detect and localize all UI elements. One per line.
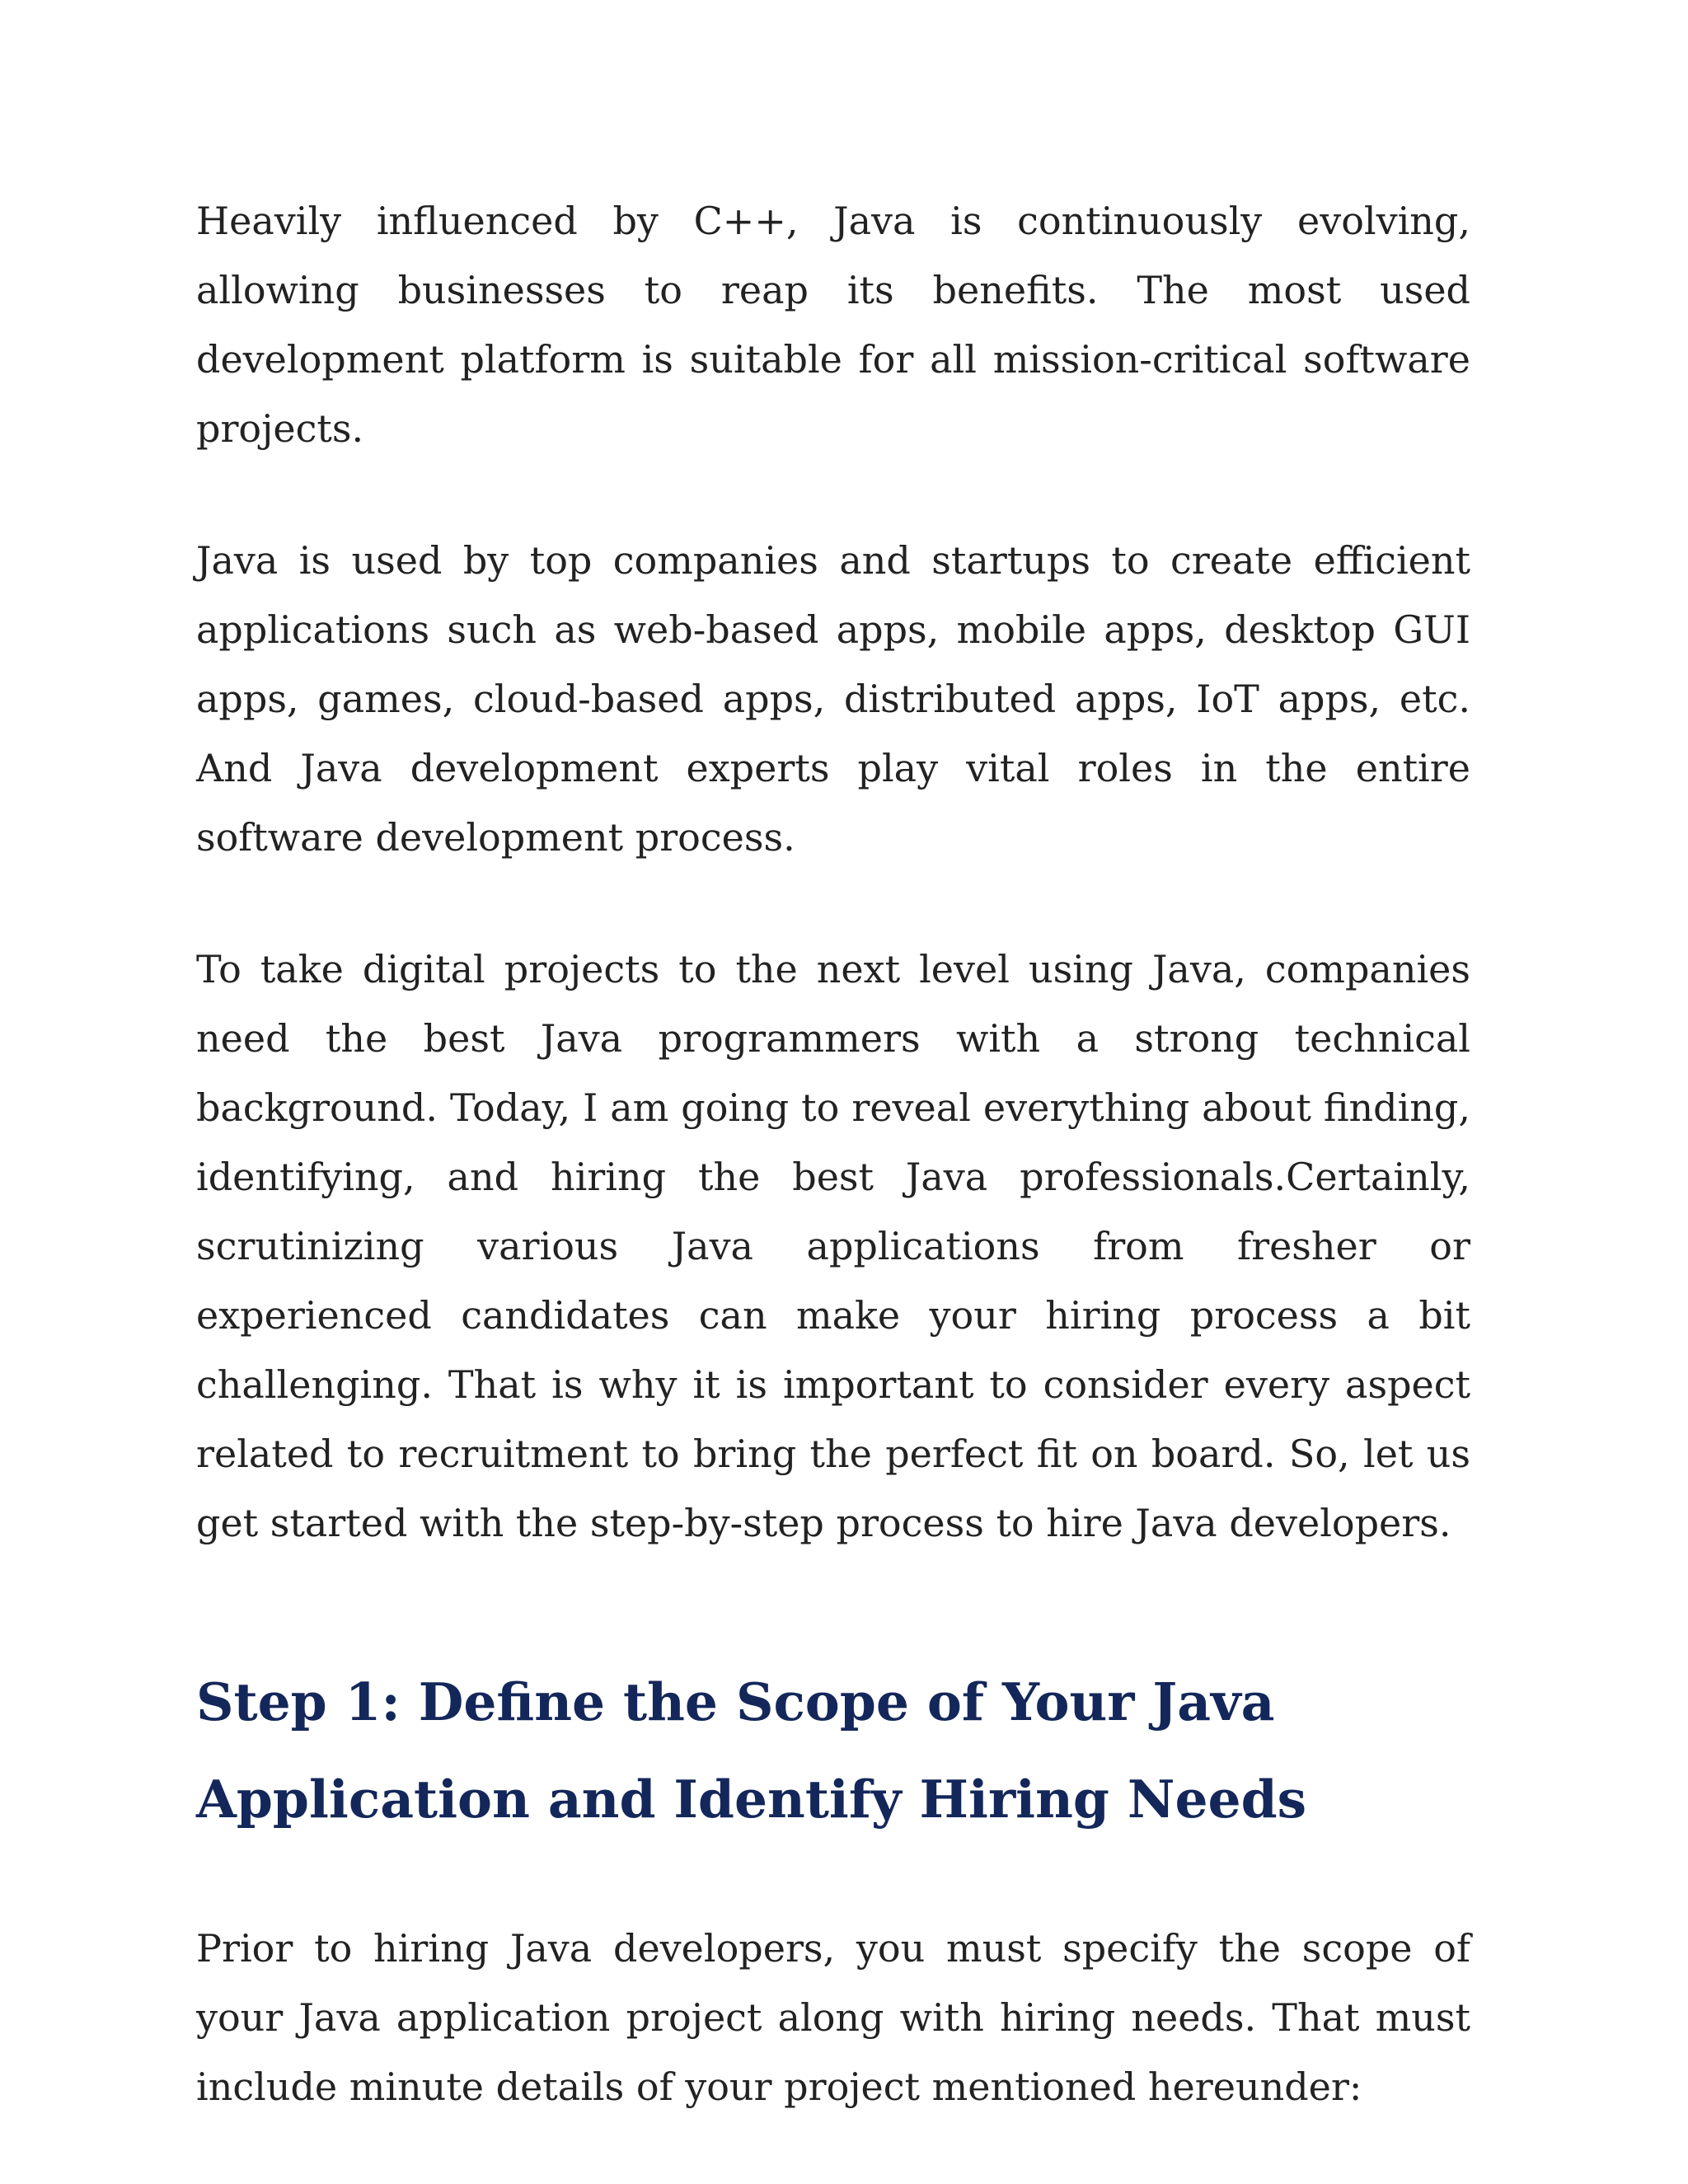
document-page bbox=[196, 186, 1470, 2121]
intro-paragraph: Heavily influenced by C++, Java is continuously evolving, allowing businesses to reap its benefits. The most used development platform is suitable for all mission-critical software projects. bbox=[196, 199, 1470, 451]
step1-heading: Step 1: Define the Scope of Your Java Application and Identify Hiring Needs bbox=[196, 1671, 1307, 1830]
step1-paragraph: Prior to hiring Java developers, you must specify the scope of your Java application project along with hiring needs. That must include minute details of your project mentioned hereunder: bbox=[196, 1926, 1470, 2109]
hiring-paragraph: To take digital projects to the next level using Java, companies need the best Java programmers with a strong technical background. Today, I am going to reveal everything about finding, identifying, and hiring the best Java professionals.Certainly, scrutinizing various Java applications from fresher or experienced candidates can make your hiring process a bit challenging. That is why it is important to consider every aspect related to recruitment to bring the perfect fit on board. So, let us get started with the step-by-step process to hire Java developers. bbox=[196, 947, 1470, 1545]
usage-paragraph: Java is used by top companies and startups to create efficient applications such as web-based apps, mobile apps, desktop GUI apps, games, cloud-based apps, distributed apps, IoT apps, etc. And Java development experts play vital roles in the entire software development process. bbox=[196, 538, 1470, 860]
